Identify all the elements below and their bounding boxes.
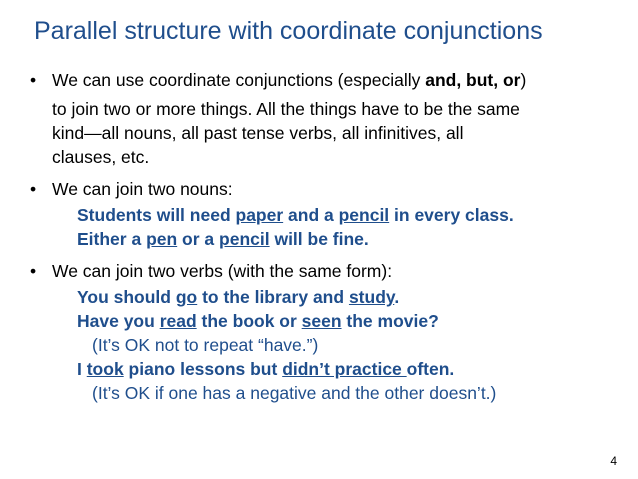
bullet-dot: • — [30, 261, 37, 281]
bullet-1-line-1: We can use coordinate conjunctions (especially and, but, or) — [52, 70, 527, 90]
slide: Parallel structure with coordinate conjunctions • We can use coordinate conjunctions (especially and, but, or) to join two or more things. All the things have to be the same kind—all nouns, all past tense verbs, all infinitives, all clauses, etc. • We can join two nouns: Students will need paper and a pencil in every class. Either a pen or a pencil will be fine. • We can join two verbs (with the same form): You should go to the library and study. Have you read the book or seen the movie? (It’s OK not to repeat “have.”) I took piano lessons but didn’t practice often. (It’s OK if one has a negative and the other doesn’t.) 4 — [0, 0, 638, 479]
note-negative: (It’s OK if one has a negative and the other doesn’t.) — [92, 383, 497, 403]
slide-title: Parallel structure with coordinate conjunctions — [34, 17, 543, 45]
example-verbs-3: I took piano lessons but didn’t practice often. — [77, 359, 455, 379]
page-number: 4 — [610, 454, 617, 468]
example-verbs-2: Have you read the book or seen the movie? — [77, 311, 439, 331]
example-nouns-2: Either a pen or a pencil will be fine. — [77, 229, 369, 249]
bullet-dot: • — [30, 70, 37, 90]
example-verbs-1: You should go to the library and study. — [77, 287, 400, 307]
conjunctions-list: and, but, or — [425, 70, 521, 90]
note-repeat-have: (It’s OK not to repeat “have.”) — [92, 335, 319, 355]
bullet-dot: • — [30, 179, 37, 199]
example-nouns-1: Students will need paper and a pencil in every class. — [77, 205, 514, 225]
